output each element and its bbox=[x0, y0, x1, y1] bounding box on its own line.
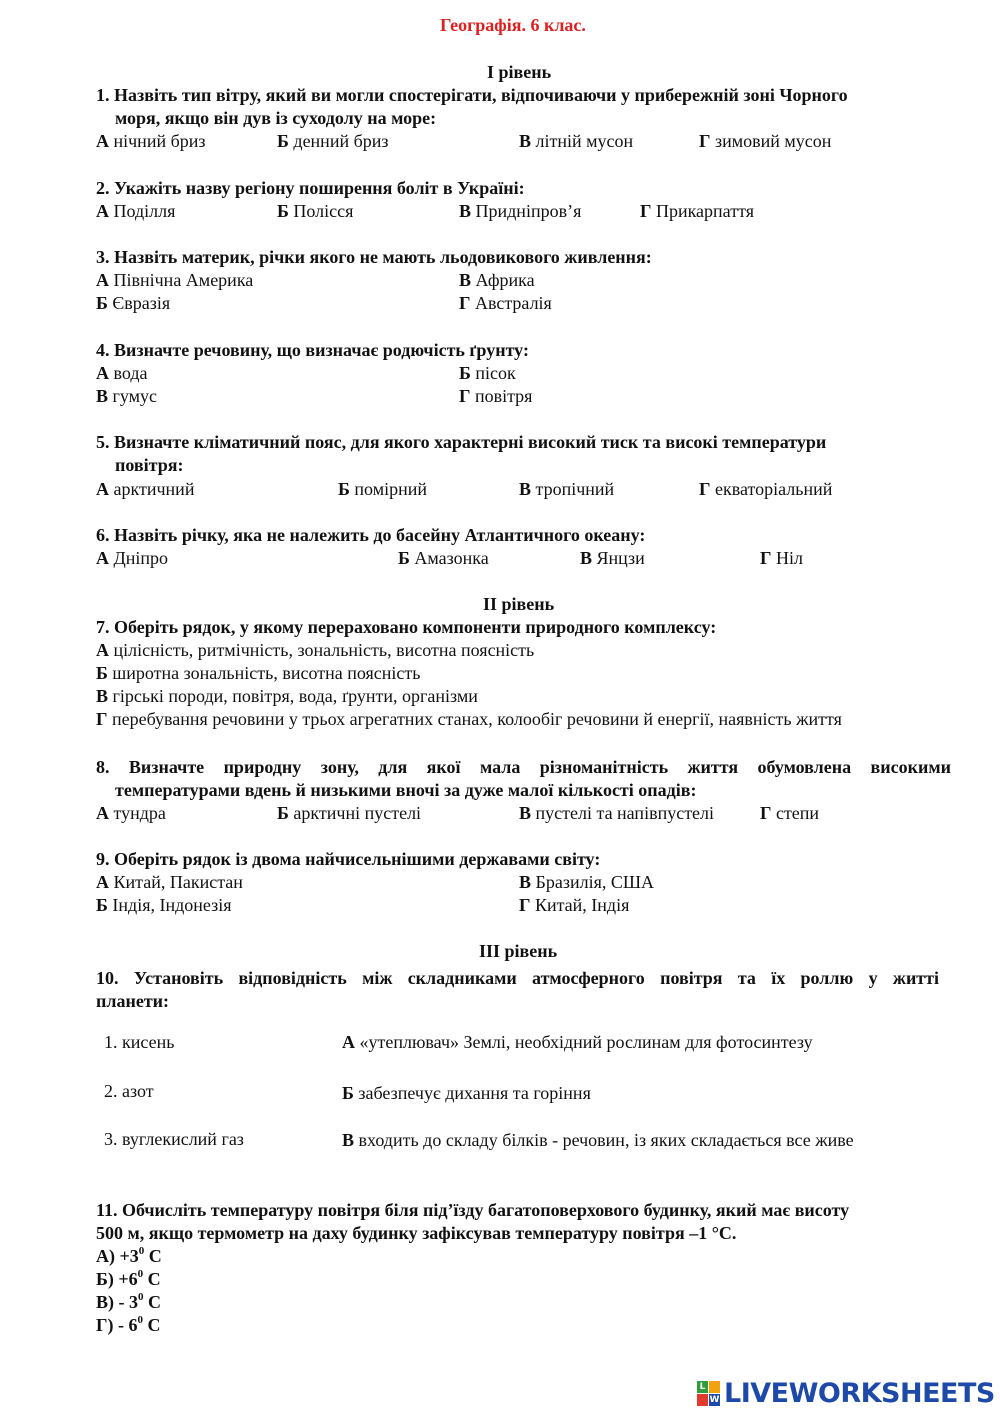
q5-option-d[interactable]: Г екваторіальний bbox=[699, 479, 833, 499]
q7-option-b[interactable]: Б широтна зональність, висотна поясність bbox=[96, 663, 421, 683]
question-11-text: 11. Обчисліть температуру повітря біля під’їзду багатоповерхового будинку, який має висоту bbox=[96, 1200, 850, 1220]
q11-option-d[interactable]: $Г) - 6^0$ С bbox=[96, 1314, 161, 1335]
liveworksheets-logo bbox=[697, 1379, 993, 1409]
q8-option-d[interactable]: Г степи bbox=[760, 803, 820, 823]
q8-option-c[interactable]: В пустелі та напівпустелі bbox=[519, 803, 715, 823]
q3-option-b[interactable]: Б Євразія bbox=[96, 293, 171, 313]
question-1-text-cont: моря, якщо він дув із суходолу на море: bbox=[115, 108, 437, 128]
question-7-text: 7. Оберіть рядок, у якому перераховано компоненти природного комплексу: bbox=[96, 617, 717, 637]
question-11-text-cont: 500 м, якщо термометр на даху будинку зафіксував температуру повітря –1 °С. bbox=[96, 1223, 737, 1243]
q5-option-a[interactable]: А арктичний bbox=[96, 479, 195, 499]
q9-option-d[interactable]: Г Китай, Індія bbox=[519, 895, 630, 915]
question-5-text-cont: повітря: bbox=[115, 455, 184, 475]
question-10-text: 10. Установіть відповідність між складниками атмосферного повітря та їх роллю у житті bbox=[96, 968, 939, 988]
q1-option-b[interactable]: Б денний бриз bbox=[277, 131, 389, 151]
q4-option-b[interactable]: Б пісок bbox=[459, 363, 516, 383]
question-2-text: 2. Укажіть назву регіону поширення боліт в Україні: bbox=[96, 178, 525, 198]
page-title: Географія. 6 клас. bbox=[440, 15, 586, 35]
q9-option-b[interactable]: Б Індія, Індонезія bbox=[96, 895, 232, 915]
q1-option-d[interactable]: Г зимовий мусон bbox=[699, 131, 832, 151]
q4-option-c[interactable]: В гумус bbox=[96, 386, 158, 406]
q11-option-c[interactable]: $В) - 3^0$ С bbox=[96, 1291, 161, 1312]
q11-option-b[interactable]: $Б) +6^0$ С bbox=[96, 1268, 161, 1289]
q2-option-a[interactable]: А Поділля bbox=[96, 201, 176, 221]
level-2-heading: ІІ рівень bbox=[483, 594, 555, 614]
q5-option-c[interactable]: В тропічний bbox=[519, 479, 615, 499]
q1-option-c[interactable]: В літній мусон bbox=[519, 131, 634, 151]
question-10-text-cont: планети: bbox=[96, 991, 170, 1011]
q4-option-d[interactable]: Г повітря bbox=[459, 386, 533, 406]
level-1-heading: І рівень bbox=[487, 62, 552, 82]
q6-option-d[interactable]: Г Ніл bbox=[760, 548, 803, 568]
logo-icon-cell-2 bbox=[709, 1381, 720, 1393]
q7-option-c[interactable]: В гірські породи, повітря, вода, ґрунти, організми bbox=[96, 686, 478, 706]
q7-option-a[interactable]: А цілісність, ритмічність, зональність, висотна поясність bbox=[96, 640, 535, 660]
q2-option-d[interactable]: Г Прикарпаття bbox=[640, 201, 754, 221]
q9-option-c[interactable]: В Бразилія, США bbox=[519, 872, 655, 892]
q9-option-a[interactable]: А Китай, Пакистан bbox=[96, 872, 243, 892]
q7-option-d[interactable]: Г перебування речовини у трьох агрегатних станах, колообіг речовини й енергії, наявність життя bbox=[96, 709, 842, 729]
q8-option-a[interactable]: А тундра bbox=[96, 803, 166, 823]
q10-right-item-c[interactable]: В входить до складу білків - речовин, із яких складається все живе bbox=[342, 1130, 854, 1150]
q10-left-item-3: 3. вуглекислий газ bbox=[104, 1129, 244, 1149]
q11-option-a[interactable]: $А) +3^0$ С bbox=[96, 1245, 162, 1266]
liveworksheets-logo-icon bbox=[697, 1381, 721, 1407]
level-3-heading: ІІІ рівень bbox=[479, 941, 558, 961]
question-3-text: 3. Назвіть материк, річки якого не мають льодовикового живлення: bbox=[96, 247, 652, 267]
question-4-text: 4. Визначте речовину, що визначає родючість ґрунту: bbox=[96, 340, 529, 360]
q2-option-c[interactable]: В Придніпров’я bbox=[459, 201, 582, 221]
question-5-text: 5. Визначте кліматичний пояс, для якого характерні високий тиск та високі температури bbox=[96, 432, 827, 452]
question-8-text-cont: температурами вдень й низькими вночі за дуже малої кількості опадів: bbox=[115, 780, 697, 800]
q3-option-d[interactable]: Г Австралія bbox=[459, 293, 552, 313]
liveworksheets-wordmark: LIVEWORKSHEETS bbox=[724, 1378, 995, 1409]
q8-option-b[interactable]: Б арктичні пустелі bbox=[277, 803, 422, 823]
q1-option-a[interactable]: А нічний бриз bbox=[96, 131, 206, 151]
logo-icon-cell-l: L bbox=[697, 1381, 708, 1393]
question-8-text: 8. Визначте природну зону, для якої мала різноманітність життя обумовлена високими bbox=[96, 757, 951, 777]
q4-option-a[interactable]: А вода bbox=[96, 363, 148, 383]
q10-right-item-b[interactable]: Б забезпечує дихання та горіння bbox=[342, 1083, 591, 1103]
q10-left-item-2: 2. азот bbox=[104, 1081, 154, 1101]
question-9-text: 9. Оберіть рядок із двома найчисельнішими державами світу: bbox=[96, 849, 601, 869]
q5-option-b[interactable]: Б помірний bbox=[338, 479, 427, 499]
q10-right-item-a[interactable]: А «утеплювач» Землі, необхідний рослинам для фотосинтезу bbox=[342, 1032, 813, 1052]
logo-icon-cell-3 bbox=[697, 1394, 708, 1406]
q10-left-item-1: 1. кисень bbox=[104, 1032, 175, 1052]
question-6-text: 6. Назвіть річку, яка не належить до басейну Атлантичного океану: bbox=[96, 525, 646, 545]
q6-option-b[interactable]: Б Амазонка bbox=[398, 548, 489, 568]
q3-option-a[interactable]: А Північна Америка bbox=[96, 270, 254, 290]
question-1-text: 1. Назвіть тип вітру, який ви могли спостерігати, відпочиваючи у прибережній зоні Чорного bbox=[96, 85, 848, 105]
q2-option-b[interactable]: Б Полісся bbox=[277, 201, 354, 221]
q6-option-a[interactable]: А Дніпро bbox=[96, 548, 169, 568]
q3-option-c[interactable]: В Африка bbox=[459, 270, 535, 290]
q6-option-c[interactable]: В Янцзи bbox=[580, 548, 645, 568]
logo-icon-cell-w: W bbox=[709, 1395, 720, 1405]
